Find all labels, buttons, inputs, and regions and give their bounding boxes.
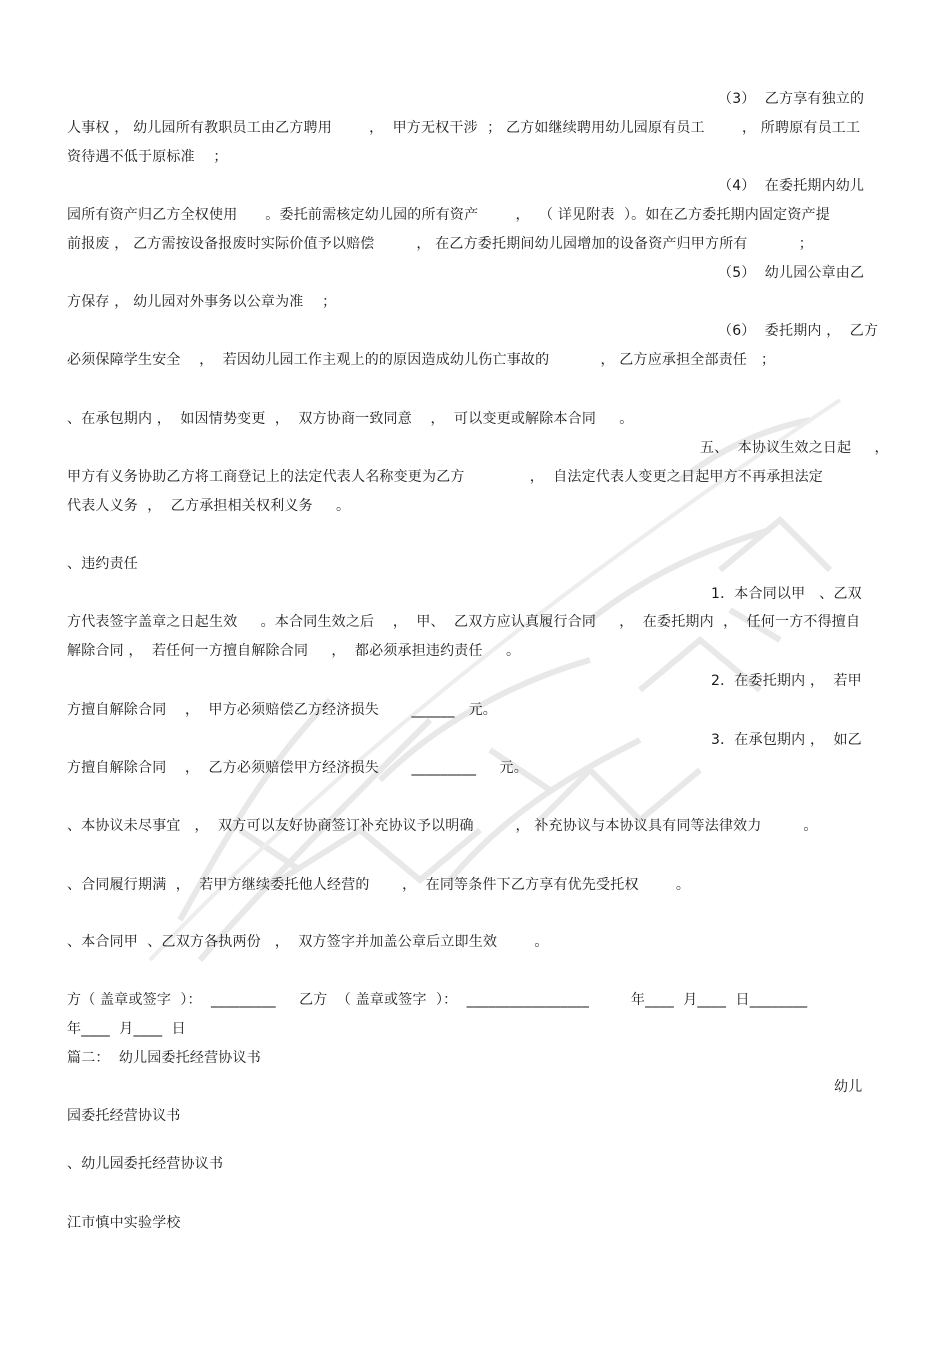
breach-2-heading: 2．在委托期内 ， 若甲 bbox=[711, 673, 862, 689]
clause-change-contract: 、在承包期内 ， 如因情势变更 ， 双方协商一致同意 ， 可以变更或解除本合同 。 bbox=[67, 411, 634, 427]
clause-renewal: 、合同履行期满 ， 若甲方继续委托他人经营的 ， 在同等条件下乙方享有优先受托权 。 bbox=[67, 877, 691, 893]
breach-1-text-2: 解除合同 ， 若任何一方擅自解除合同 ， 都必须承担违约责任 。 bbox=[67, 643, 521, 659]
date-line: 年____ 月____ 日 bbox=[67, 1021, 186, 1037]
breach-2-text: 方擅自解除合同 ， 甲方必须赔偿乙方经济损失 ______ 元。 bbox=[67, 702, 498, 718]
clause-supplement: 、本协议未尽事宜 ， 双方可以友好协商签订补充协议予以明确 ， 补充协议与本协议具有同等法律效力 。 bbox=[67, 818, 818, 834]
part-two-heading-tail: 幼儿 bbox=[834, 1079, 863, 1095]
clause-five-text-2: 代表人义务 ， 乙方承担相关权利义务 。 bbox=[67, 498, 351, 514]
item-6-text: 必须保障学生安全 ， 若因幼儿园工作主观上的的原因造成幼儿伤亡事故的 ， 乙方应承担全部责任 ； bbox=[67, 352, 776, 368]
item-4-text-2: 前报废 ， 乙方需按设备报废时实际价值予以赔偿 ， 在乙方委托期间幼儿园增加的设备资产归甲方所有 ； bbox=[67, 236, 813, 252]
item-4-heading: （4） 在委托期内幼儿 bbox=[718, 178, 865, 194]
part-two-subtitle: 、幼儿园委托经营协议书 bbox=[67, 1156, 224, 1172]
part-two-heading-text: 园委托经营协议书 bbox=[67, 1108, 181, 1124]
section-breach-heading: 、违约责任 bbox=[67, 556, 138, 572]
item-3-heading: （3） 乙方享有独立的 bbox=[718, 91, 865, 107]
item-3-text-2: 资待遇不低于原标准 ； bbox=[67, 149, 228, 165]
breach-3-text: 方擅自解除合同 ， 乙方必须赔偿甲方经济损失 _________ 元。 bbox=[67, 760, 528, 776]
item-5-text: 方保存 ， 幼儿园对外事务以公章为准 ； bbox=[67, 294, 337, 310]
signature-line: 方（ 盖章或签字 ）： _________ 乙方 （ 盖章或签字 ）： _________________ 年____ 月____ 日________ bbox=[67, 992, 808, 1008]
item-6-heading: （6） 委托期内 ， 乙方 bbox=[718, 323, 879, 339]
item-3-text-1: 人事权 ， 幼儿园所有教职员工由乙方聘用 ， 甲方无权干涉 ； 乙方如继续聘用幼儿园原有员工 ， 所聘原有员工工 bbox=[67, 120, 861, 136]
item-5-heading: （5） 幼儿园公章由乙 bbox=[718, 265, 865, 281]
part-two-title: 篇二： 幼儿园委托经营协议书 bbox=[67, 1050, 261, 1066]
clause-five-text-1: 甲方有义务协助乙方将工商登记上的法定代表人名称变更为乙方 ， 自法定代表人变更之日起甲方不再承担法定 bbox=[67, 469, 823, 485]
clause-copies: 、本合同甲 、乙双方各执两份 ， 双方签字并加盖公章后立即生效 。 bbox=[67, 934, 549, 950]
clause-five-heading: 五、 本协议生效之日起 ， bbox=[700, 440, 889, 456]
item-4-text-1: 园所有资产归乙方全权使用 。委托前需核定幼儿园的所有资产 ， （ 详见附表 ）。如在乙方委托期内固定资产提 bbox=[67, 207, 830, 223]
school-name: 江市慎中实验学校 bbox=[67, 1215, 181, 1231]
breach-1-heading: 1．本合同以甲 、乙双 bbox=[711, 586, 862, 602]
breach-1-text-1: 方代表签字盖章之日起生效 。本合同生效之后 ， 甲、 乙双方应认真履行合同 ， 在委托期内 ， 任何一方不得擅自 bbox=[67, 614, 861, 630]
breach-3-heading: 3．在承包期内 ， 如乙 bbox=[711, 732, 862, 748]
